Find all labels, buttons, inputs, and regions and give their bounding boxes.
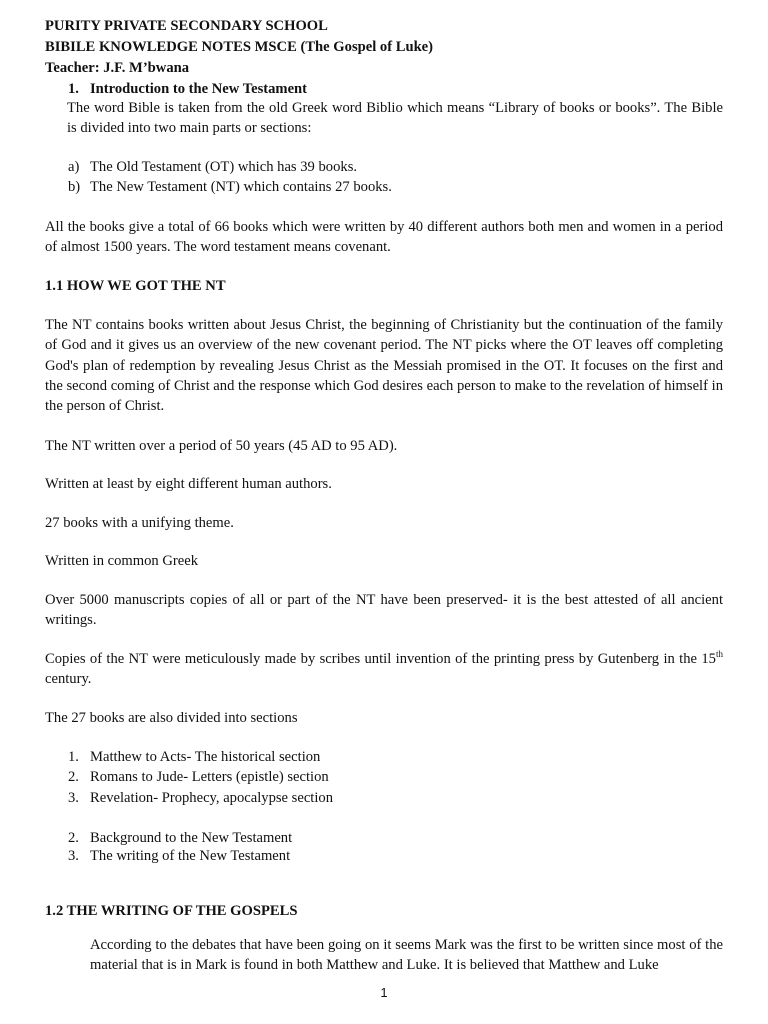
list-text: Matthew to Acts- The historical section bbox=[90, 749, 321, 765]
list-text: Revelation- Prophecy, apocalypse section bbox=[90, 790, 334, 806]
nt-overview-paragraph: The NT contains books written about Jesus Christ, the beginning of Christianity but the continuation of the family of God and it gives us an overview of the new covenant period. The NT picks where the OT leaves off completing God's plan of redemption by revealing Jesus Christ as the Messiah promised in the OT. It focuses on the first and the second coming of Christ and the response which God desires each person to make to the revelation of himself in the person of Christ. bbox=[45, 317, 723, 415]
nt-fact: Written at least by eight different human authors. bbox=[45, 476, 332, 492]
list-marker: 3. bbox=[68, 848, 79, 864]
list-marker: 1. bbox=[68, 749, 79, 765]
outline-item bbox=[68, 846, 290, 866]
course-title: BIBILE KNOWLEDGE NOTES MSCE (The Gospel of Luke) bbox=[45, 39, 434, 55]
sections-intro: The 27 books are also divided into sections bbox=[45, 710, 298, 726]
list-text: The New Testament (NT) which contains 27 books. bbox=[90, 179, 392, 195]
list-marker: 2. bbox=[68, 769, 79, 785]
section-1-2-heading: 1.2 THE WRITING OF THE GOSPELS bbox=[45, 903, 298, 919]
books-total-paragraph: All the books give a total of 66 books which were written by 40 different authors both men and women in a period of almost 1500 years. The word testament means covenant. bbox=[45, 219, 723, 256]
page-number: 1 bbox=[380, 985, 388, 1000]
list-item bbox=[68, 767, 329, 787]
nt-fact: The NT written over a period of 50 years (45 AD to 95 AD). bbox=[45, 438, 398, 454]
list-item bbox=[68, 788, 333, 808]
section-1-1-heading: 1.1 HOW WE GOT THE NT bbox=[45, 278, 226, 294]
list-marker: a) bbox=[68, 159, 80, 175]
nt-fact: Over 5000 manuscripts copies of all or part of the NT have been preserved- it is the best attested of all ancient writings. bbox=[45, 592, 723, 629]
gospels-paragraph: According to the debates that have been going on it seems Mark was the first to be written since most of the material that is in Mark is found in both Matthew and Luke. It is believed that Matthew and Luke bbox=[90, 937, 723, 974]
list-item bbox=[68, 177, 392, 197]
list-text: Romans to Jude- Letters (epistle) section bbox=[90, 769, 329, 785]
nt-fact bbox=[45, 649, 723, 690]
nt-fact: 27 books with a unifying theme. bbox=[45, 515, 234, 531]
list-marker: 2. bbox=[68, 830, 79, 846]
list-item bbox=[68, 747, 320, 767]
list-marker: b) bbox=[68, 179, 81, 195]
nt-fact-text-end: century. bbox=[45, 671, 92, 688]
ordinal-suffix: th bbox=[715, 649, 723, 660]
list-text: The Old Testament (OT) which has 39 books. bbox=[90, 159, 358, 175]
teacher-name: Teacher: J.F. M’bwana bbox=[45, 60, 190, 76]
bible-intro-paragraph: The word Bible is taken from the old Greek word Biblio which means “Library of books or books”. The Bible is divided into two main parts or sections: bbox=[67, 100, 723, 137]
section-1-heading bbox=[68, 79, 307, 99]
list-text: The writing of the New Testament bbox=[90, 848, 291, 864]
nt-fact-text: Copies of the NT were meticulously made by scribes until invention of the printing press by Gutenberg in the 15 bbox=[45, 651, 716, 667]
list-marker: 3. bbox=[68, 790, 79, 806]
section-1-number: 1. bbox=[68, 81, 79, 97]
list-item bbox=[68, 157, 357, 177]
nt-fact: Written in common Greek bbox=[45, 553, 199, 569]
list-text: Background to the New Testament bbox=[90, 830, 293, 846]
section-1-title: Introduction to the New Testament bbox=[90, 81, 308, 97]
school-name: PURITY PRIVATE SECONDARY SCHOOL bbox=[45, 18, 328, 34]
